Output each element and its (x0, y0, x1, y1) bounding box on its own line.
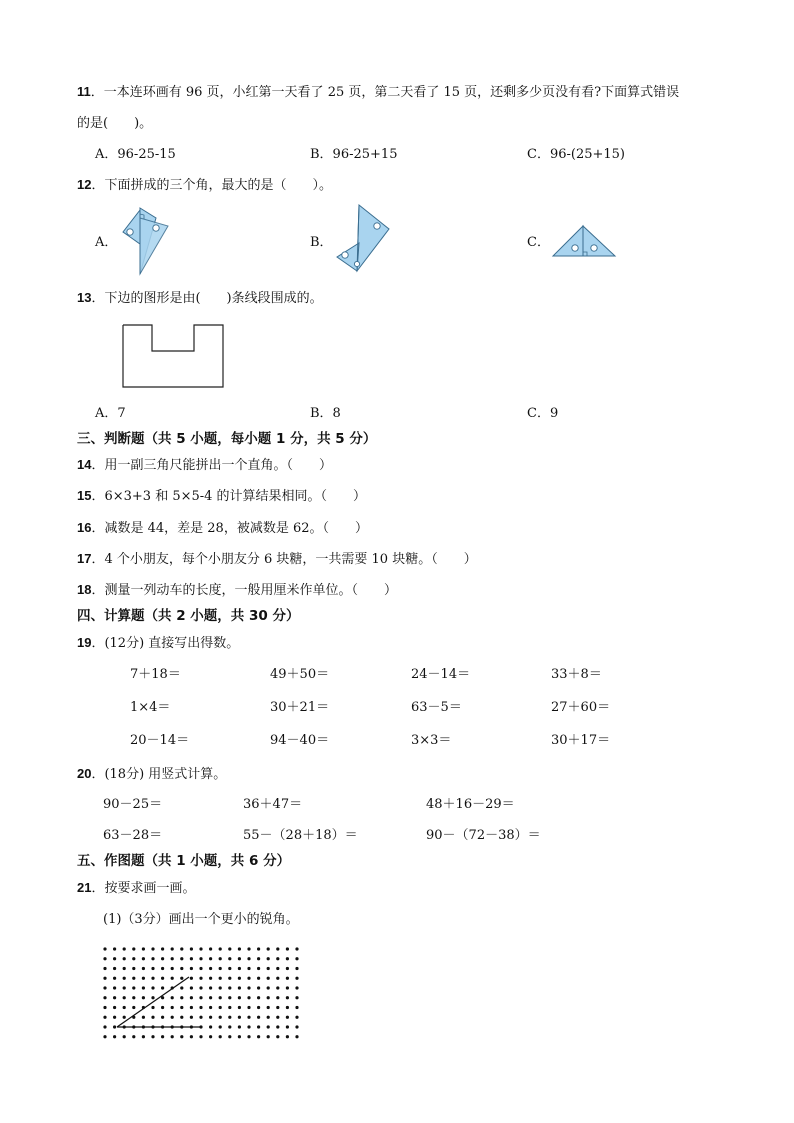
grid-dot (276, 967, 279, 970)
grid-dot (180, 977, 183, 980)
grid-dot (257, 977, 260, 980)
grid-dot (228, 967, 231, 970)
grid-dot (103, 1035, 106, 1038)
grid-dot (199, 957, 202, 960)
q20-number: 20 (77, 766, 92, 781)
grid-dot (171, 957, 174, 960)
grid-dot (247, 1006, 250, 1009)
grid-dot (257, 996, 260, 999)
grid-dot (151, 1016, 154, 1019)
grid-dot (190, 977, 193, 980)
grid-dot (286, 1016, 289, 1019)
grid-dot (180, 996, 183, 999)
grid-dot (113, 986, 116, 989)
grid-dot (247, 986, 250, 989)
grid-dot (209, 977, 212, 980)
grid-dot (267, 1035, 270, 1038)
grid-dot (171, 996, 174, 999)
grid-dot (103, 996, 106, 999)
grid-dot (228, 996, 231, 999)
grid-dot (247, 1016, 250, 1019)
grid-dot (113, 1025, 116, 1028)
q14-line (77, 457, 332, 474)
grid-dot (209, 986, 212, 989)
grid-dot (123, 986, 126, 989)
grid-dot (276, 1016, 279, 1019)
grid-dot (142, 1035, 145, 1038)
q19-r1-c4[interactable]: 33＋8＝ (551, 667, 602, 682)
grid-dot (276, 957, 279, 960)
grid-dot (132, 947, 135, 950)
angle-figure-c (551, 224, 617, 260)
q20-r2-c1[interactable]: 63－28＝ (103, 828, 163, 843)
grid-dot (171, 977, 174, 980)
grid-dot (209, 957, 212, 960)
grid-dot (142, 986, 145, 989)
q12-number: 12 (77, 177, 92, 192)
grid-dot (113, 1035, 116, 1038)
grid-dot (123, 1035, 126, 1038)
angle-figure-b (333, 203, 393, 275)
grid-dot (180, 967, 183, 970)
q17-number: 17 (77, 551, 92, 566)
q19-r2-c4[interactable]: 27＋60＝ (551, 700, 611, 715)
q13-text: ．下边的图形是由( )条线段围成的。 (91, 291, 323, 306)
grid-dot (103, 1006, 106, 1009)
q15-line (77, 488, 366, 505)
grid-dot (228, 1006, 231, 1009)
grid-dot (199, 947, 202, 950)
grid-dot (228, 986, 231, 989)
grid-dot (123, 957, 126, 960)
q15-number: 15 (77, 488, 92, 503)
grid-dot (247, 996, 250, 999)
dot-grid-drawing-area[interactable] (100, 944, 306, 1044)
q19-text: ．(12分) 直接写出得数。 (91, 636, 240, 651)
grid-dot (180, 986, 183, 989)
q20-r1-c1[interactable]: 90－25＝ (103, 797, 163, 812)
q19-r1-c3[interactable]: 24－14＝ (411, 667, 471, 682)
grid-dot (161, 1006, 164, 1009)
grid-dot (171, 1035, 174, 1038)
grid-dot (267, 977, 270, 980)
grid-dot (151, 977, 154, 980)
grid-dot (180, 1035, 183, 1038)
grid-dot (219, 1006, 222, 1009)
grid-dot (113, 957, 116, 960)
grid-dot (132, 957, 135, 960)
grid-dot (161, 1016, 164, 1019)
q19-line (77, 635, 239, 652)
q19-number: 19 (77, 635, 92, 650)
grid-dot (190, 1006, 193, 1009)
q19-r3-c4[interactable]: 30＋17＝ (551, 733, 611, 748)
grid-dot (257, 1035, 260, 1038)
grid-dot (247, 977, 250, 980)
grid-dot (228, 947, 231, 950)
q21-sub1: (1)（3分）画出一个更小的锐角。 (103, 912, 299, 927)
grid-dot (209, 996, 212, 999)
grid-dot (103, 947, 106, 950)
grid-dot (238, 947, 241, 950)
grid-dot (151, 1035, 154, 1038)
grid-dot (113, 1016, 116, 1019)
q14-number: 14 (77, 457, 92, 472)
grid-dot (286, 1035, 289, 1038)
q12-option-b[interactable]: B． (310, 235, 333, 250)
grid-dot (142, 957, 145, 960)
grid-dot (132, 1035, 135, 1038)
grid-dot (123, 1016, 126, 1019)
grid-dot (171, 1016, 174, 1019)
grid-dot (295, 1006, 298, 1009)
section-5-heading: 五、作图题（共 1 小题，共 6 分） (77, 853, 291, 869)
q11-line2: 的是( )。 (77, 116, 153, 131)
q21-line (77, 880, 195, 897)
grid-dot (286, 977, 289, 980)
angle-ray-upper (117, 977, 189, 1027)
grid-dot (286, 1006, 289, 1009)
grid-dot (123, 947, 126, 950)
grid-dot (228, 1025, 231, 1028)
grid-dot (209, 947, 212, 950)
grid-dot (103, 986, 106, 989)
grid-dot (238, 967, 241, 970)
grid-dot (190, 967, 193, 970)
grid-dot (151, 1006, 154, 1009)
grid-dot (286, 947, 289, 950)
grid-dot (286, 996, 289, 999)
q13-option-b[interactable]: B．8 (310, 406, 341, 421)
grid-dot (209, 1006, 212, 1009)
grid-dot (209, 1025, 212, 1028)
grid-dot (113, 996, 116, 999)
grid-dot (161, 986, 164, 989)
grid-dot (103, 957, 106, 960)
grid-dot (171, 947, 174, 950)
q18-number: 18 (77, 582, 92, 597)
grid-dot (161, 977, 164, 980)
q11-option-c[interactable]: C．96-(25+15) (527, 147, 626, 162)
grid-dot (267, 1016, 270, 1019)
q13-option-c[interactable]: C．9 (527, 406, 559, 421)
grid-dot (238, 1016, 241, 1019)
q11-text: ．一本连环画有 96 页，小红第一天看了 25 页，第二天看了 15 页，还剩多少页没有看?下面算式错误 (90, 85, 680, 100)
grid-dot (295, 1035, 298, 1038)
grid-dot (257, 986, 260, 989)
grid-dot (238, 1006, 241, 1009)
grid-dot (238, 1035, 241, 1038)
grid-dot (151, 947, 154, 950)
grid-dot (228, 977, 231, 980)
grid-dot (209, 967, 212, 970)
q17-text[interactable]: ．4 个小朋友，每个小朋友分 6 块糖，一共需要 10 块糖。（ ） (91, 552, 477, 567)
grid-dot (286, 1025, 289, 1028)
q12-line (77, 177, 332, 194)
grid-dot (113, 947, 116, 950)
grid-dot (238, 1025, 241, 1028)
grid-dot (171, 1006, 174, 1009)
section-4-heading: 四、计算题（共 2 小题，共 30 分） (77, 608, 300, 624)
grid-dot (257, 1016, 260, 1019)
grid-dot (180, 1006, 183, 1009)
q21-text: ．按要求画一画。 (91, 881, 196, 896)
grid-dot (228, 957, 231, 960)
grid-dot (199, 1006, 202, 1009)
q18-line (77, 582, 397, 599)
q20-line (77, 766, 226, 783)
grid-dot (267, 957, 270, 960)
q17-line (77, 551, 477, 568)
q11-line1 (77, 84, 679, 101)
grid-dot (151, 996, 154, 999)
grid-dot (180, 947, 183, 950)
grid-dot (190, 947, 193, 950)
grid-dot (219, 1025, 222, 1028)
grid-dot (276, 1035, 279, 1038)
angle-figure-a (118, 206, 174, 276)
grid-dot (238, 986, 241, 989)
section-3-heading: 三、判断题（共 5 小题，每小题 1 分，共 5 分） (77, 431, 377, 447)
grid-dot (238, 977, 241, 980)
grid-dot (199, 977, 202, 980)
q20-r2-c2[interactable]: 55－（28＋18）＝ (243, 828, 358, 843)
grid-dot (180, 957, 183, 960)
grid-dot (161, 957, 164, 960)
grid-dot (199, 996, 202, 999)
grid-dot (123, 977, 126, 980)
grid-dot (276, 986, 279, 989)
grid-dot (123, 967, 126, 970)
grid-dots (103, 947, 298, 1038)
grid-dot (132, 967, 135, 970)
grid-dot (295, 996, 298, 999)
grid-dot (219, 996, 222, 999)
grid-dot (247, 1035, 250, 1038)
grid-dot (190, 986, 193, 989)
q19-r3-c1[interactable]: 20－14＝ (130, 733, 190, 748)
grid-dot (199, 1016, 202, 1019)
grid-dot (132, 996, 135, 999)
grid-dot (113, 977, 116, 980)
grid-dot (161, 947, 164, 950)
q14-text[interactable]: ．用一副三角尺能拼出一个直角。（ ） (91, 458, 332, 473)
grid-dot (276, 996, 279, 999)
grid-dot (238, 957, 241, 960)
grid-dot (209, 1016, 212, 1019)
grid-dot (257, 957, 260, 960)
grid-dot (132, 977, 135, 980)
grid-dot (161, 967, 164, 970)
grid-dot (199, 967, 202, 970)
grid-dot (123, 996, 126, 999)
grid-dot (257, 967, 260, 970)
grid-dot (295, 967, 298, 970)
q12-text: ．下面拼成的三个角，最大的是（ ）。 (91, 178, 332, 193)
q19-r2-c3[interactable]: 63－5＝ (411, 700, 462, 715)
notched-shape-figure (120, 322, 226, 390)
q19-r1-c1[interactable]: 7＋18＝ (130, 667, 181, 682)
grid-dot (267, 1025, 270, 1028)
q16-number: 16 (77, 520, 92, 535)
grid-dot (267, 986, 270, 989)
grid-dot (142, 1016, 145, 1019)
grid-dot (257, 1006, 260, 1009)
grid-dot (295, 1016, 298, 1019)
q15-text[interactable]: ．6×3+3 和 5×5-4 的计算结果相同。（ ） (91, 489, 367, 504)
grid-dot (103, 977, 106, 980)
grid-dot (295, 957, 298, 960)
grid-dot (286, 967, 289, 970)
grid-dot (113, 967, 116, 970)
grid-dot (209, 1035, 212, 1038)
grid-dot (276, 947, 279, 950)
grid-dot (219, 947, 222, 950)
q20-r2-c3[interactable]: 90－（72－38）＝ (426, 828, 541, 843)
q12-option-c[interactable]: C． (527, 235, 550, 250)
grid-dot (151, 957, 154, 960)
grid-dot (276, 1025, 279, 1028)
q13-option-a[interactable]: A．7 (95, 406, 126, 421)
grid-dot (103, 1016, 106, 1019)
grid-dot (247, 947, 250, 950)
grid-dot (286, 957, 289, 960)
grid-dot (199, 986, 202, 989)
grid-dot (219, 1016, 222, 1019)
grid-dot (190, 996, 193, 999)
q16-text[interactable]: ．减数是 44，差是 28，被减数是 62。（ ） (91, 521, 368, 536)
grid-dot (228, 1035, 231, 1038)
grid-dot (295, 986, 298, 989)
grid-dot (171, 967, 174, 970)
grid-dot (219, 977, 222, 980)
q20-r1-c2[interactable]: 36＋47＝ (243, 797, 303, 812)
grid-dot (103, 1025, 106, 1028)
grid-dot (267, 947, 270, 950)
q11-option-b[interactable]: B．96-25+15 (310, 147, 398, 162)
q13-line (77, 290, 323, 307)
grid-dot (199, 1035, 202, 1038)
grid-dot (142, 947, 145, 950)
q13-number: 13 (77, 290, 92, 305)
grid-dot (295, 947, 298, 950)
grid-dot (276, 977, 279, 980)
grid-dot (267, 1006, 270, 1009)
q19-r3-c2[interactable]: 94－40＝ (270, 733, 330, 748)
grid-dot (151, 967, 154, 970)
q11-number: 11 (77, 84, 91, 99)
grid-dot (286, 986, 289, 989)
grid-dot (142, 996, 145, 999)
q19-r2-c1[interactable]: 1×4＝ (130, 700, 171, 715)
q19-r2-c2[interactable]: 30＋21＝ (270, 700, 330, 715)
grid-dot (190, 957, 193, 960)
q20-text: ．(18分) 用竖式计算。 (91, 767, 227, 782)
grid-dot (295, 1025, 298, 1028)
grid-dot (228, 1016, 231, 1019)
grid-dot (219, 957, 222, 960)
grid-dot (103, 967, 106, 970)
grid-dot (142, 967, 145, 970)
grid-dot (247, 967, 250, 970)
grid-dot (142, 977, 145, 980)
q12-option-a[interactable]: A． (95, 235, 118, 250)
q20-r1-c3[interactable]: 48＋16－29＝ (426, 797, 515, 812)
q19-r1-c2[interactable]: 49＋50＝ (270, 667, 330, 682)
q21-number: 21 (77, 880, 92, 895)
grid-dot (219, 986, 222, 989)
grid-dot (219, 967, 222, 970)
grid-dot (132, 986, 135, 989)
grid-dot (267, 996, 270, 999)
grid-dot (132, 1006, 135, 1009)
grid-dot (257, 1025, 260, 1028)
grid-dot (219, 1035, 222, 1038)
grid-dot (190, 1016, 193, 1019)
q11-option-a[interactable]: A．96-25-15 (95, 147, 176, 162)
grid-dot (180, 1016, 183, 1019)
grid-dot (238, 996, 241, 999)
grid-dot (257, 947, 260, 950)
grid-dot (190, 1035, 193, 1038)
grid-dot (113, 1006, 116, 1009)
grid-dot (161, 1035, 164, 1038)
grid-dot (276, 1006, 279, 1009)
grid-dot (151, 986, 154, 989)
q19-r3-c3[interactable]: 3×3＝ (411, 733, 452, 748)
grid-dot (267, 967, 270, 970)
q18-text[interactable]: ．测量一列动车的长度，一般用厘米作单位。（ ） (91, 583, 397, 598)
grid-dot (123, 1006, 126, 1009)
grid-dot (247, 957, 250, 960)
grid-dot (247, 1025, 250, 1028)
q16-line (77, 520, 368, 537)
grid-dot (295, 977, 298, 980)
